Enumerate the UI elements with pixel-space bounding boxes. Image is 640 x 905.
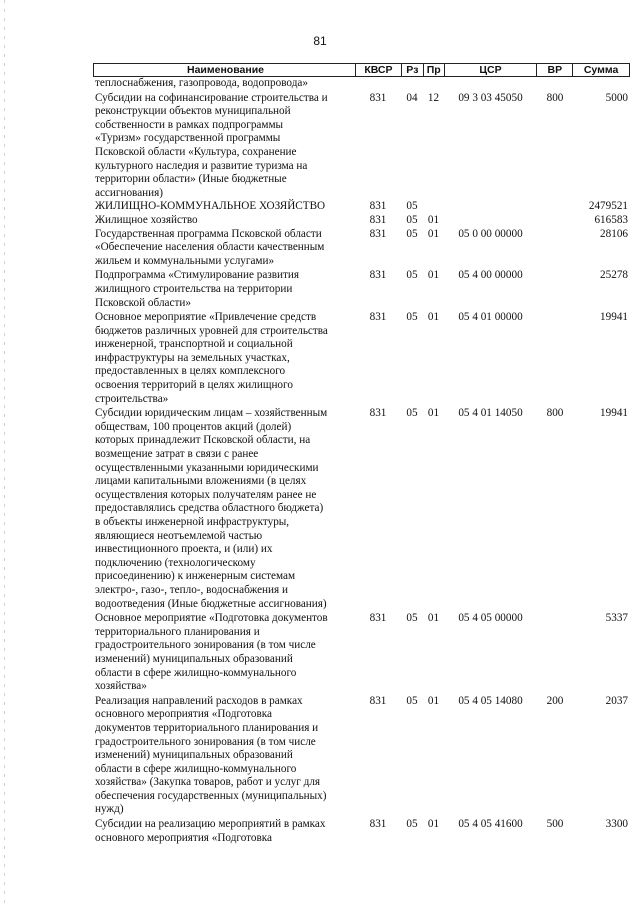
name-line: инвестиционного проекта, и (или) их [95, 543, 273, 556]
cell-kvsr: 831 [369, 612, 387, 625]
cell-sum: 3300 [605, 818, 628, 831]
cell-rz: 05 [406, 612, 418, 625]
name-line: ЖИЛИЩНО-КОММУНАЛЬНОЕ ХОЗЯЙСТВО [95, 200, 326, 213]
name-line: Основное мероприятие «Подготовка документов [95, 612, 328, 625]
name-line: изменений) муниципальных образований [95, 749, 293, 762]
name-line: бюджетов различных уровней для строительства [95, 324, 328, 337]
name-line: освоения территорий в целях жилищного [95, 379, 293, 392]
cell-kvsr: 831 [369, 311, 387, 324]
cell-kvsr: 831 [369, 213, 387, 226]
cell-kvsr: 831 [369, 269, 387, 282]
header-sum: Сумма [572, 64, 629, 76]
header-vr: ВР [536, 64, 572, 76]
name-line: Субсидии юридическим лицам – хозяйственным [95, 407, 328, 420]
table-row [93, 817, 630, 845]
cell-rz: 05 [406, 269, 418, 282]
cell-rz [401, 77, 423, 91]
name-line: территориального планирования и [95, 625, 260, 638]
header-rz: Рз [401, 64, 423, 76]
cell-kvsr: 831 [369, 407, 387, 420]
cell-kvsr [355, 77, 401, 91]
name-line: лицами капитальными вложениями (в целях [95, 475, 307, 488]
cell-pr: 01 [427, 269, 440, 282]
cell-pr: 01 [427, 311, 440, 324]
name-line: градостроительного зонирования (в том числе [95, 639, 316, 652]
cell-csr: 05 4 01 00000 [458, 311, 523, 324]
name-line: инфраструктуры на земельных участках, [95, 351, 290, 364]
table-row [93, 310, 630, 406]
cell-vr [537, 200, 573, 214]
table-row [93, 406, 630, 611]
cell-name [93, 77, 355, 91]
name-line: водоотведения (Иные бюджетные ассигнования) [95, 597, 327, 610]
cell-vr: 200 [546, 694, 564, 707]
cell-rz: 04 [406, 91, 418, 104]
cell-name [93, 311, 355, 406]
cell-name [93, 200, 355, 214]
cell-pr: 01 [427, 818, 440, 831]
cell-csr: 05 0 00 00000 [458, 227, 523, 240]
cell-sum: 19941 [600, 311, 628, 324]
cell-vr [537, 214, 573, 228]
name-line: культурного наследия и развитие туризма на [95, 159, 308, 172]
name-line: «Туризм» государственной программы [95, 132, 281, 145]
cell-name [93, 818, 355, 845]
name-line: Жилищное хозяйство [95, 213, 198, 226]
cell-name [93, 214, 355, 228]
cell-name [93, 612, 355, 694]
table-header [93, 63, 630, 77]
name-line: ассигнования) [95, 186, 163, 199]
name-line: области в сфере жилищно-коммунального [95, 666, 297, 679]
table-row [93, 77, 630, 91]
name-line: являющиеся неотъемлемой частью [95, 529, 263, 542]
name-line: собственности в рамках подпрограммы [95, 118, 284, 131]
cell-sum: 616583 [594, 213, 628, 226]
table-row [93, 91, 630, 201]
name-line: которых принадлежит Псковской области, на [95, 434, 311, 447]
cell-csr: 05 4 05 41600 [458, 818, 523, 831]
name-line: хозяйства» [95, 680, 147, 693]
cell-rz: 05 [406, 407, 418, 420]
name-line: Псковской области» [95, 296, 191, 309]
name-line: основного мероприятия «Подготовка [95, 708, 272, 721]
cell-csr [444, 77, 537, 91]
name-line: теплоснабжения, газопровода, водопровода» [95, 77, 308, 89]
name-line: присоединению) к инженерным системам [95, 570, 296, 583]
cell-kvsr: 831 [369, 818, 387, 831]
name-line: Основное мероприятие «Привлечение средств [95, 311, 317, 324]
cell-sum: 19941 [600, 407, 628, 420]
name-line: Субсидии на софинансирование строительства и [95, 91, 328, 104]
cell-name [93, 407, 355, 611]
name-line: «Обеспечение населения области качественным [95, 241, 325, 254]
name-line: Подпрограмма «Стимулирование развития [95, 269, 300, 282]
header-kvsr: КВСР [355, 64, 401, 76]
cell-sum: 5337 [605, 612, 628, 625]
name-line: Субсидии на реализацию мероприятий в рамках [95, 818, 326, 831]
cell-csr: 05 4 05 14080 [458, 694, 523, 707]
name-line: предоставленных в целях комплексного [95, 365, 286, 378]
cell-rz: 05 [406, 818, 418, 831]
cell-vr [537, 612, 573, 694]
table-row [93, 268, 630, 310]
cell-kvsr: 831 [369, 227, 387, 240]
name-line: жилищного строительства на территории [95, 282, 293, 295]
name-line: реконструкции объектов муниципальной [95, 105, 291, 118]
table-row [93, 228, 630, 269]
header-csr: ЦСР [444, 64, 537, 76]
table-row [93, 694, 630, 817]
cell-csr: 05 4 01 14050 [458, 407, 523, 420]
name-line: подключению (технологическому [95, 556, 256, 569]
scan-margin-line [4, 0, 5, 905]
name-line: хозяйства» (Закупка товаров, работ и услуг для [95, 776, 321, 789]
budget-table [93, 63, 630, 845]
cell-pr: 01 [427, 227, 440, 240]
cell-name [93, 92, 355, 201]
cell-vr: 500 [546, 818, 564, 831]
name-line: Реализация направлений расходов в рамках [95, 694, 303, 707]
cell-name [93, 228, 355, 269]
cell-sum: 5000 [605, 91, 628, 104]
cell-kvsr: 831 [369, 200, 387, 213]
name-line: в объекты инженерной инфраструктуры, [95, 516, 290, 528]
cell-pr: 01 [427, 694, 440, 707]
cell-csr [444, 214, 537, 228]
cell-pr: 01 [427, 213, 440, 226]
cell-vr: 800 [546, 407, 564, 420]
cell-csr: 05 4 05 00000 [458, 612, 523, 625]
cell-pr: 12 [427, 91, 440, 104]
cell-rz: 05 [406, 311, 418, 324]
name-line: жильем и коммунальными услугами» [95, 254, 275, 267]
name-line: электро-, газо-, тепло-, водоснабжения и [95, 583, 288, 596]
name-line: инженерной, транспортной и социальной [95, 338, 293, 351]
name-line: Псковской области «Культура, сохранение [95, 145, 297, 158]
cell-pr: 01 [427, 407, 440, 420]
name-line: территории области» (Иные бюджетные [95, 173, 287, 186]
name-line: обществам, 100 процентов акций (долей) [95, 420, 292, 433]
table-row [93, 200, 630, 214]
table-row [93, 611, 630, 694]
cell-csr: 09 3 03 45050 [458, 91, 523, 104]
header-name: Наименование [186, 64, 265, 76]
header-pr: Пр [423, 64, 444, 76]
cell-sum: 2037 [605, 694, 628, 707]
name-line: возмещение затрат в связи с ранее [95, 448, 259, 461]
cell-sum: 28106 [600, 227, 628, 240]
cell-sum: 25278 [600, 269, 628, 282]
page-number: 81 [313, 34, 327, 48]
name-line: обеспечения государственных (муниципальных) [95, 789, 327, 802]
name-line: основного мероприятия «Подготовка [95, 831, 272, 844]
cell-rz: 05 [406, 227, 418, 240]
cell-vr [537, 269, 573, 310]
cell-pr: 01 [427, 612, 440, 625]
cell-kvsr: 831 [369, 694, 387, 707]
cell-vr: 800 [546, 91, 564, 104]
name-line: предоставлялись средства областного бюджета) [95, 502, 324, 515]
cell-sum [573, 77, 630, 91]
name-line: области в сфере жилищно-коммунального [95, 762, 297, 775]
cell-name [93, 695, 355, 817]
cell-kvsr: 831 [369, 91, 387, 104]
name-line: осуществленными указанными юридическими [95, 461, 319, 474]
cell-rz: 05 [406, 213, 418, 226]
cell-vr [537, 228, 573, 269]
cell-pr [423, 200, 444, 214]
cell-csr: 05 4 00 00000 [458, 269, 523, 282]
cell-csr [444, 200, 537, 214]
cell-vr [537, 77, 573, 91]
cell-pr [423, 77, 444, 91]
cell-sum: 2479521 [588, 200, 628, 213]
cell-rz: 05 [406, 200, 418, 213]
cell-rz: 05 [406, 694, 418, 707]
name-line: нужд) [95, 803, 124, 816]
cell-name [93, 269, 355, 310]
name-line: строительства» [95, 392, 169, 405]
table-body [93, 77, 630, 845]
table-row [93, 214, 630, 228]
name-line: осуществления которых получателям ранее не [95, 488, 317, 501]
name-line: градостроительного зонирования (в том числе [95, 735, 316, 748]
name-line: Государственная программа Псковской области [95, 227, 322, 240]
name-line: изменений) муниципальных образований [95, 652, 293, 665]
cell-vr [537, 311, 573, 406]
name-line: документов территориального планирования и [95, 721, 319, 734]
